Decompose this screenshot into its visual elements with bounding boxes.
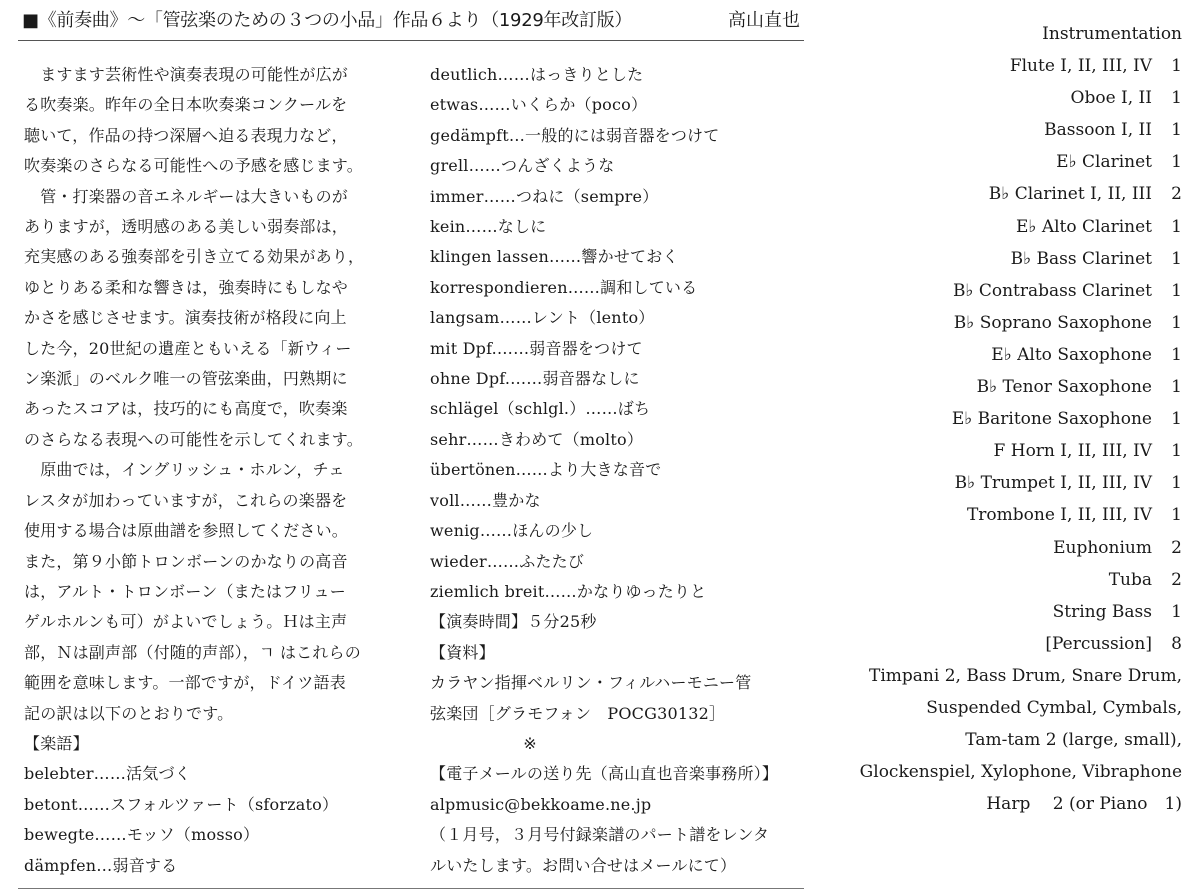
instrument-name: B♭ Trumpet I, II, III, IV xyxy=(954,473,1152,494)
instrument-name: E♭ Alto Clarinet xyxy=(1016,216,1152,237)
harp-line: Harp 2 (or Piano 1) xyxy=(986,794,1182,815)
text-line: ン楽派」のベルク唯一の管弦楽曲，円熟期に xyxy=(24,369,348,389)
asterisk-separator: ※ xyxy=(523,733,537,753)
instrument-count: 1 xyxy=(1171,280,1182,301)
text-line: 吹奏楽のさらなる可能性への予感を感じます。 xyxy=(24,156,363,176)
glossary-entry: korrespondieren……調和している xyxy=(430,277,698,297)
instrumentation-list xyxy=(830,18,1190,820)
instrument-name: E♭ Clarinet xyxy=(1056,152,1152,173)
text-line: 充実感のある強奏部を引き立てる効果があり， xyxy=(24,247,365,267)
instrument-count: 1 xyxy=(1171,409,1182,430)
instrument-name: F Horn I, II, III, IV xyxy=(993,441,1152,462)
instrument-name: Oboe I, II xyxy=(1070,88,1152,109)
text-line: のさらなる表現への可能性を示してくれます。 xyxy=(24,429,363,449)
source-line: 弦楽団［グラモフォン POCG30132］ xyxy=(430,703,726,723)
instrument-name: B♭ Clarinet I, II, III xyxy=(988,184,1152,205)
instrument-row xyxy=(830,275,1190,307)
percussion-detail-line: Tam-tam 2 (large, small), xyxy=(965,730,1182,751)
instrument-row xyxy=(830,564,1190,596)
instrument-row xyxy=(830,596,1190,628)
glossary-entry: betont……スフォルツァート（sforzato） xyxy=(24,794,339,814)
text-line: 管・打楽器の音エネルギーは大きいものが xyxy=(24,186,349,206)
percussion-detail-line: Timpani 2, Bass Drum, Snare Drum, xyxy=(869,665,1182,686)
section-heading-sources: 【資料】 xyxy=(430,642,495,662)
text-line: かさを感じさせます。演奏技術が格段に向上 xyxy=(24,308,347,328)
instrument-name: B♭ Bass Clarinet xyxy=(1010,248,1152,269)
text-line: ますます芸術性や演奏表現の可能性が広が xyxy=(24,65,349,84)
percussion-detail-line: Suspended Cymbal, Cymbals, xyxy=(926,697,1182,718)
instrument-name: Euphonium xyxy=(1053,537,1152,558)
instrument-count: 1 xyxy=(1171,441,1182,462)
glossary-entry: klingen lassen……響かせておく xyxy=(430,247,679,267)
text-line: る吹奏楽。昨年の全日本吹奏楽コンクールを xyxy=(24,95,348,115)
instrument-count: 1 xyxy=(1171,344,1182,365)
instrument-count: 2 xyxy=(1171,537,1182,558)
source-line: カラヤン指揮ベルリン・フィルハーモニー管 xyxy=(430,673,752,693)
glossary-entry: gedämpft…一般的には弱音器をつけて xyxy=(430,125,720,145)
text-line: ありますが，透明感のある美しい弱奏部は， xyxy=(24,217,349,237)
glossary-entry: mit Dpf.……弱音器をつけて xyxy=(430,338,643,358)
text-line: は，アルト・トロンボーン（またはフリュー xyxy=(24,581,346,601)
instrument-name: [Percussion] xyxy=(1045,633,1152,654)
instrument-row xyxy=(830,371,1190,403)
instrument-name: B♭ Contrabass Clarinet xyxy=(952,280,1152,301)
glossary-entry: immer……つねに（sempre） xyxy=(430,186,659,206)
instrument-row xyxy=(830,82,1190,114)
glossary-entry: voll……豊かな xyxy=(430,490,541,510)
rental-note: （１月号，３月号付録楽譜のパート譜をレンタ xyxy=(430,825,770,845)
instrument-name: Flute I, II, III, IV xyxy=(1009,56,1152,77)
instrument-row xyxy=(830,114,1190,146)
glossary-entry: langsam……レント（lento） xyxy=(430,308,655,328)
glossary-entry: belebter……活気づく xyxy=(24,764,191,784)
author-name: 高山直也 xyxy=(728,10,800,31)
glossary-entry: übertönen……より大きな音で xyxy=(430,460,662,480)
instrument-row xyxy=(830,178,1190,210)
instrument-count: 1 xyxy=(1171,377,1182,398)
glossary-entry: sehr……きわめて（molto） xyxy=(430,429,644,449)
instrument-row xyxy=(830,499,1190,531)
glossary-entry: bewegte……モッソ（mosso） xyxy=(24,825,260,845)
glossary-entry: wieder……ふたたび xyxy=(430,551,585,571)
text-line: 記の訳は以下のとおりです。 xyxy=(24,703,234,723)
glossary-entry: kein……なしに xyxy=(430,217,547,237)
performance-time: 【演奏時間】５分25秒 xyxy=(430,612,597,632)
instrument-name: E♭ Alto Saxophone xyxy=(991,344,1152,365)
email-address[interactable]: alpmusic@bekkoame.ne.jp xyxy=(430,794,652,814)
instrument-count: 2 xyxy=(1171,569,1182,590)
instrument-name: E♭ Baritone Saxophone xyxy=(951,409,1152,430)
instrument-name: B♭ Tenor Saxophone xyxy=(976,377,1152,398)
instrument-count: 1 xyxy=(1171,473,1182,494)
text-line: レスタが加わっていますが，これらの楽器を xyxy=(24,490,348,510)
text-line: 原曲では，イングリッシュ・ホルン，チェ xyxy=(24,460,345,480)
instrument-count: 8 xyxy=(1171,633,1182,654)
instrument-name: Trombone I, II, III, IV xyxy=(966,505,1152,526)
instrumentation-heading: Instrumentation xyxy=(1042,24,1182,44)
instrument-count: 1 xyxy=(1171,120,1182,141)
text-line: ゲルホルンも可）がよいでしょう。Ｈは主声 xyxy=(24,612,348,632)
glossary-entry: dämpfen…弱音する xyxy=(24,855,178,875)
instrument-row-percussion xyxy=(830,628,1190,660)
glossary-entry: etwas……いくらか（poco） xyxy=(430,95,648,115)
instrument-count: 1 xyxy=(1171,601,1182,622)
glossary-entry: wenig……ほんの少し xyxy=(430,521,594,541)
text-line: 範囲を意味します。一部ですが，ドイツ語表 xyxy=(24,673,346,693)
instrument-row xyxy=(830,211,1190,243)
text-line: 部，Ｎは副声部（付随的声部），ㄱ はこれらの xyxy=(24,642,361,662)
percussion-detail-line: Glockenspiel, Xylophone, Vibraphone xyxy=(859,762,1182,783)
instrument-row xyxy=(830,435,1190,467)
commentary-column-left xyxy=(24,60,406,881)
bottom-rule xyxy=(18,888,804,889)
text-line: あったスコアは，技巧的にも高度で，吹奏楽 xyxy=(24,399,348,419)
commentary-column-right xyxy=(430,60,810,881)
instrument-count: 1 xyxy=(1171,216,1182,237)
instrument-name: String Bass xyxy=(1052,601,1152,622)
glossary-entry: grell……つんざくような xyxy=(430,156,615,176)
text-line: ゆとりある柔和な響きは，強奏時にもしなや xyxy=(24,277,349,297)
instrument-row xyxy=(830,467,1190,499)
instrument-row xyxy=(830,403,1190,435)
instrument-row xyxy=(830,50,1190,82)
glossary-entry: ohne Dpf.……弱音器なしに xyxy=(430,369,640,389)
instrument-row xyxy=(830,243,1190,275)
glossary-entry: schlägel（schlgl.）……ばち xyxy=(430,399,651,419)
instrument-row xyxy=(830,146,1190,178)
instrument-count: 2 xyxy=(1171,184,1182,205)
instrument-count: 1 xyxy=(1171,505,1182,526)
instrument-name: Bassoon I, II xyxy=(1044,120,1152,141)
instrument-count: 1 xyxy=(1171,248,1182,269)
page-header xyxy=(18,0,804,41)
section-heading-terms: 【楽語】 xyxy=(24,733,89,753)
text-line: 使用する場合は原曲譜を参照してください。 xyxy=(24,521,349,541)
instrument-count: 1 xyxy=(1171,152,1182,173)
glossary-entry: ziemlich breit……かなりゆったりと xyxy=(430,581,707,601)
text-line: 聴いて，作品の持つ深層へ迫る表現力など， xyxy=(24,125,348,145)
glossary-entry: deutlich……はっきりとした xyxy=(430,65,644,84)
instrument-row xyxy=(830,307,1190,339)
instrument-row xyxy=(830,532,1190,564)
article-title: ■《前奏曲》〜「管弦楽のための３つの小品」作品６より（1929年改訂版） xyxy=(22,10,633,31)
text-line: した今，20世紀の遺産ともいえる「新ウィー xyxy=(24,338,352,358)
text-line: また，第９小節トロンボーンのかなりの高音 xyxy=(24,551,348,571)
instrument-name: Tuba xyxy=(1108,569,1152,590)
instrument-count: 1 xyxy=(1171,56,1182,77)
instrument-row xyxy=(830,339,1190,371)
email-heading: 【電子メールの送り先（高山直也音楽事務所）】 xyxy=(430,764,779,784)
instrument-count: 1 xyxy=(1171,88,1182,109)
instrument-name: B♭ Soprano Saxophone xyxy=(953,312,1152,333)
instrument-count: 1 xyxy=(1171,312,1182,333)
rental-note: ルいたします。お問い合せはメールにて） xyxy=(430,855,737,875)
